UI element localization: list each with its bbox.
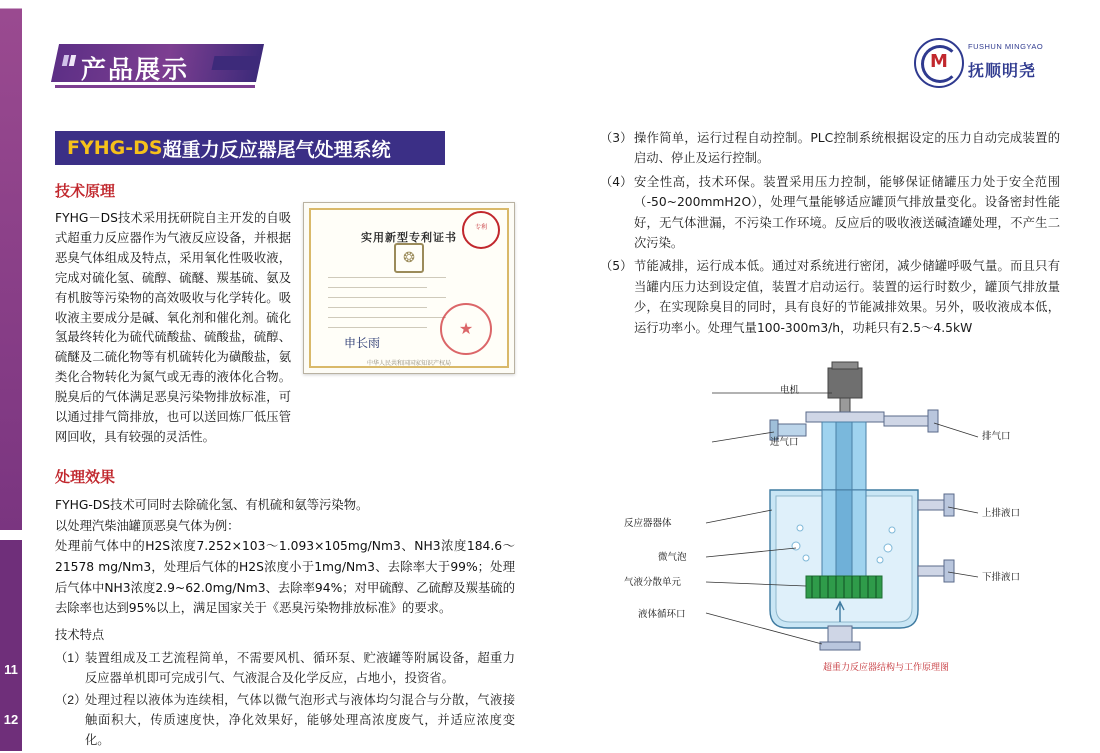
- effect-paragraph-2: 以处理汽柴油罐顶恶臭气体为例：: [55, 518, 240, 533]
- logo-letter: M: [930, 51, 948, 72]
- page-title-rest: 超重力反应器尾气处理系统: [162, 138, 391, 161]
- certificate-signature: 申长雨: [344, 336, 381, 350]
- page-title-highlight: FYHG-DS: [67, 137, 163, 159]
- label-micro-bubble: 微气泡: [658, 552, 687, 563]
- section-heading-effect: 处理效果: [55, 467, 116, 486]
- page-title: [55, 131, 445, 165]
- label-upper-liquid-outlet: 上排液口: [982, 508, 1021, 519]
- label-lower-liquid-outlet: 下排液口: [982, 572, 1021, 583]
- folio-number-bottom: 12: [3, 712, 19, 727]
- logo-chinese-name: 抚顺明尧: [968, 63, 1037, 80]
- list-item: [600, 172, 1060, 254]
- feature-number: （2）: [55, 693, 87, 708]
- banner-dots-icon: [63, 55, 77, 69]
- item-text: 节能减排，运行成本低。通过对系统进行密闭，减少储罐呼吸气量。而且只有当罐内压力达到设定值，装置才启动运行。装置的运行时数少，罐顶气排放量少，在实现除臭目的同时，具有良好的节能减排效果。另外，吸收液成本低，运行功率小。处理气量100-300m3/h，功耗只有2.5～4.5kW: [634, 259, 1060, 335]
- feature-text: 处理过程以液体为连续相，气体以微气泡形式与液体均匀混合与分散，气液接触面积大，传质速度快，净化效果好，能够处理高浓度废气，并适应浓度变化。: [85, 693, 515, 748]
- logo-circle-icon: [914, 38, 964, 88]
- section-effect: [55, 466, 515, 751]
- feature-number: （1）: [55, 651, 87, 666]
- certificate-footer: 中华人民共和国国家知识产权局: [366, 361, 451, 367]
- item-text: 操作简单，运行过程自动控制。PLC控制系统根据设定的压力自动完成装置的启动、停止及运行控制。: [634, 131, 1060, 166]
- label-liquid-circulation-port: 液体循环口: [638, 609, 686, 620]
- list-item: [55, 691, 515, 751]
- section-body-principle: FYHG－DS技术采用抚研院自主开发的自吸式超重力反应器作为气液反应设备，并根据恶臭气体组成及特点，采用氧化性吸收液，完成对硫化氢、硫醇、硫醚、羰基硫、氨及有机胺等污染物的高效吸收与化学转化。吸收液主要成分是碱、氧化剂和催化剂。硫化氢最终转化为硫代硫酸盐、硫酸盐，硫醇、硫醚及二硫化物等有机硫转化为磺酸盐，氨类化合物转化为氮气或无毒的液体化合物。脱臭后的气体满足恶臭污染物排放标准，可以通过排气筒排放，也可以送回炼厂低压管网回收，具有较强的灵活性。: [55, 211, 291, 444]
- effect-paragraph-3: 处理前气体中的H2S浓度7.252×103～1.093×105mg/Nm3、NH3浓度184.6～21578 mg/Nm3，处理后气体的H2S浓度小于1mg/Nm3、去除率大于99%；处理后气体中NH3浓度2.9~62.0mg/Nm3、去除率94%；对甲硫醇、乙硫醇及羰基硫的去除率也达到95%以上，满足国家关于《恶臭污染物排放标准》的要求。: [55, 539, 515, 616]
- header-banner-tail: [212, 56, 259, 70]
- diagram-caption: 超重力反应器结构与工作原理图: [822, 662, 949, 672]
- certificate-text-lines: [328, 277, 446, 337]
- label-gas-inlet: 进气口: [770, 437, 799, 448]
- feature-text: 装置组成及工艺流程简单，不需要风机、循环泵、贮液罐等附属设备，超重力反应器单机即可完成引气、气液混合及化学反应，占地小，投资省。: [85, 651, 515, 686]
- left-column: [55, 180, 515, 753]
- folio-number-top: 11: [4, 662, 18, 677]
- company-logo: [914, 38, 1064, 86]
- item-number: （5）: [600, 259, 633, 274]
- header-rule: [55, 85, 255, 88]
- logo-english-name: FUSHUN MINGYAO: [968, 42, 1044, 51]
- section-heading-features: 技术特点: [55, 627, 105, 642]
- header-banner-text: 产品展示: [81, 55, 190, 84]
- list-item: [600, 256, 1060, 338]
- label-reactor-body: 反应器器体: [624, 518, 672, 529]
- feature-list: [55, 649, 515, 751]
- label-exhaust-outlet: 排气口: [982, 431, 1011, 442]
- certificate-stamp-icon: 专利: [462, 211, 500, 249]
- list-item: [55, 649, 515, 689]
- list-item: [600, 128, 1060, 169]
- page-edge-strip: [0, 0, 22, 751]
- item-number: （4）: [600, 174, 633, 189]
- right-feature-list: [600, 128, 1060, 338]
- label-motor: 电机: [780, 385, 800, 396]
- right-column: [600, 128, 1060, 341]
- effect-paragraph-1: FYHG-DS技术可同时去除硫化氢、有机硫和氨等污染物。: [55, 497, 369, 512]
- item-number: （3）: [600, 131, 633, 145]
- reactor-diagram: [600, 360, 1070, 690]
- section-heading-principle: 技术原理: [55, 182, 116, 200]
- certificate-title: 实用新型专利证书: [361, 232, 457, 244]
- certificate-emblem-icon: ❂: [394, 243, 424, 273]
- patent-certificate-image: [303, 202, 515, 374]
- label-gas-liquid-dispersion-unit: 气液分散单元: [624, 577, 682, 588]
- item-text: 安全性高，技术环保。装置采用压力控制，能够保证储罐压力处于安全范围（-50~200mmH2O），处理气量能够适应罐顶气排放量变化。设备密封性能好，无气体泄漏，不污染工作环境。反应后的吸收液送碱渣罐处理，不产生二次污染。: [634, 174, 1060, 251]
- certificate-red-seal-icon: [440, 303, 492, 355]
- edge-strip-upper: [0, 0, 22, 530]
